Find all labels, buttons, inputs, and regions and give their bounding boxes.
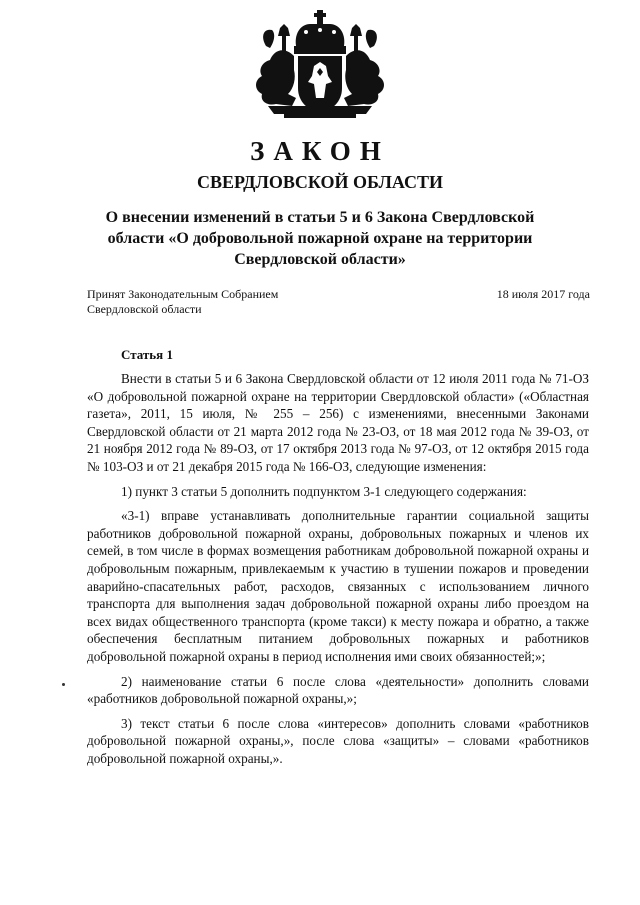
article-body	[87, 370, 589, 774]
adopted-line-1: Принят Законодательным Собранием	[87, 287, 279, 301]
coat-of-arms-emblem	[244, 6, 396, 120]
amendment-item-3: 3) текст статьи 6 после слова «интересов» дополнить словами «работников добровольной пожарной охраны,», после слова «защиты» – словами «работников добровольной пожарной охраны,».	[87, 715, 589, 766]
region-name: СВЕРДЛОВСКОЙ ОБЛАСТИ	[197, 172, 443, 192]
base-ribbon-icon	[268, 106, 372, 118]
document-title: ЗАКОН	[250, 136, 390, 166]
law-title: О внесении изменений в статьи 5 и 6 Закона Свердловской области «О добровольной пожарной охране на территории Свердловской области»	[105, 209, 535, 268]
adopted-line-2: Свердловской области	[87, 302, 202, 316]
amendment-item-2: 2) наименование статьи 6 после слова «деятельности» дополнить словами «работников добровольной пожарной охраны,»;	[87, 673, 589, 707]
article-heading: Статья 1	[121, 347, 173, 362]
scan-mark	[62, 683, 65, 686]
article-intro-paragraph: Внести в статьи 5 и 6 Закона Свердловской области от 12 июля 2011 года № 71-ОЗ «О добровольной пожарной охране на территории Свердловской области» («Областная газета», 2011, 15 июля, № 255 – 256) с изменениями, внесенными Законами Свердловской области от 21 марта 2012 года № 23-ОЗ, от 18 мая 2012 года № 39-ОЗ, от 21 ноября 2012 года № 89-ОЗ, от 17 октября 2013 года № 97-ОЗ, от 12 октября 2015 года № 103-ОЗ и от 21 декабря 2015 года № 166-ОЗ, следующие изменения:	[87, 371, 589, 474]
amendment-item-1: 1) пункт 3 статьи 5 дополнить подпунктом 3-1 следующего содержания:	[121, 483, 527, 499]
left-supporter-icon	[256, 24, 296, 106]
amendment-quote-paragraph: «3-1) вправе устанавливать дополнительные гарантии социальной защиты работников добровольной пожарной охраны, добровольных пожарных и членов их семей, в том числе в формах возмещения работникам добровольной пожарной охраны и добровольным пожарным, привлекаемым к участию в тушении пожаров и проведении аварийно-спасательных работ, расходов, связанных с использованием личного транспорта для выполнения задач добровольной пожарной охраны либо проездом на всех видах общественного транспорта (кроме такси) к месту пожара и обратно, а также обеспечения бесплатным питанием добровольных пожарных и работников добровольной пожарной охраны в период исполнения ими своих обязанностей;»;	[87, 508, 589, 664]
shield-icon	[298, 56, 342, 114]
adoption-date: 18 июля 2017 года	[496, 287, 590, 301]
crown-icon	[294, 10, 346, 54]
right-supporter-icon	[344, 24, 384, 106]
adopted-by	[87, 287, 347, 317]
